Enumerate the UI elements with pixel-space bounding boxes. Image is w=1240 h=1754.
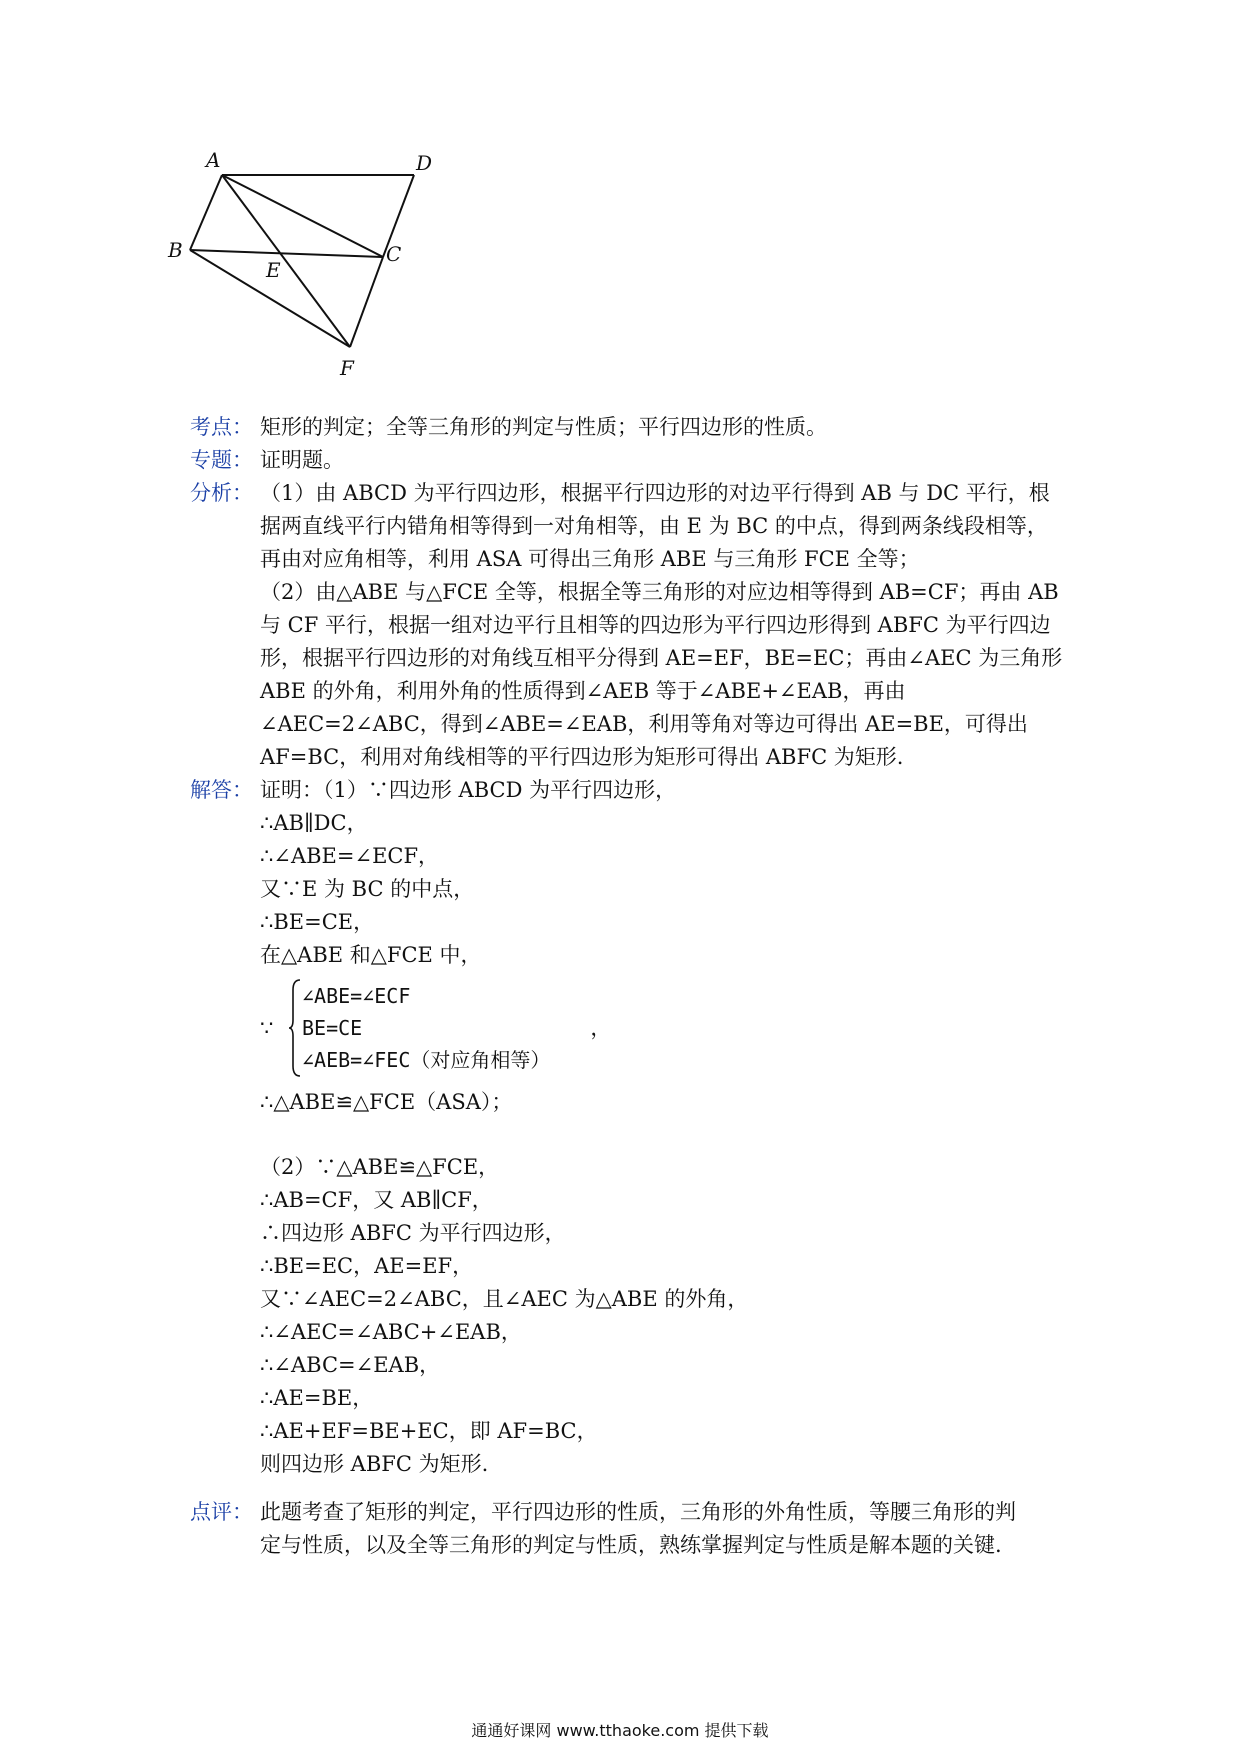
fenxi-line: 形，根据平行四边形的对角线互相平分得到 AE=EF，BE=EC；再由∠AEC 为三角形 xyxy=(260,646,1063,670)
proof-line: 又∵E 为 BC 的中点， xyxy=(260,877,475,901)
blank-gap xyxy=(260,1119,1070,1151)
dianping-line: 此题考查了矩形的判定，平行四边形的性质，三角形的外角性质，等腰三角形的判 xyxy=(260,1500,1016,1524)
segment-AF xyxy=(222,175,350,347)
proof-line: 则四边形 ABFC 为矩形. xyxy=(260,1452,489,1476)
fenxi-tag: 分析： xyxy=(190,481,253,505)
fenxi-line: ABE 的外角，利用外角的性质得到∠AEB 等于∠ABE+∠EAB，再由 xyxy=(260,679,906,703)
segment-AB xyxy=(190,175,222,250)
condition-line: ∠ABE=∠ECF xyxy=(302,984,411,1008)
fenxi-line: （2）由△ABE 与△FCE 全等，根据全等三角形的对应边相等得到 AB=CF；再由 AB xyxy=(260,580,1059,604)
fenxi-line: ∠AEC=2∠ABC，得到∠ABE=∠EAB，利用等角对等边可得出 AE=BE，可得出 xyxy=(260,712,1028,736)
proof-line: ∴AB∥DC， xyxy=(260,811,368,835)
zhuanti-section xyxy=(190,444,1070,477)
dianping-section xyxy=(190,1496,1070,1562)
proof-line: 证明：（1）∵四边形 ABCD 为平行四边形， xyxy=(260,778,677,802)
segment-CF xyxy=(350,257,383,347)
condition-line: ∠AEB=∠FEC（对应角相等） xyxy=(302,1048,551,1072)
fenxi-line: AF=BC，利用对角线相等的平行四边形为矩形可得出 ABFC 为矩形. xyxy=(260,745,904,769)
zhuanti-text: 证明题。 xyxy=(260,448,344,472)
segment-BC xyxy=(190,250,383,257)
proof-line: ∴BE=EC，AE=EF， xyxy=(260,1254,474,1278)
fenxi-line: 再由对应角相等，利用 ASA 可得出三角形 ABE 与三角形 FCE 全等； xyxy=(260,547,920,571)
zhuanti-tag: 专题： xyxy=(190,448,253,472)
proof-line: ∴∠ABE=∠ECF， xyxy=(260,844,440,868)
proof-line: （2）∵△ABE≌△FCE， xyxy=(260,1155,500,1179)
equation-system xyxy=(260,976,1070,1080)
jieda-tag: 解答： xyxy=(190,778,253,802)
proof-line: 又∵∠AEC=2∠ABC，且∠AEC 为△ABE 的外角， xyxy=(260,1287,749,1311)
fenxi-line: 与 CF 平行，根据一组对边平行且相等的四边形为平行四边形得到 ABFC 为平行四边 xyxy=(260,613,1051,637)
kaodian-tag: 考点： xyxy=(190,415,253,439)
proof-line: ∴四边形 ABFC 为平行四边形， xyxy=(260,1221,566,1245)
dianping-tag: 点评： xyxy=(190,1500,253,1524)
proof-line: ∴∠ABC=∠EAB， xyxy=(260,1353,441,1377)
left-brace xyxy=(288,978,302,1078)
proof-line: ∴AE=BE， xyxy=(260,1386,374,1410)
dianping-body xyxy=(260,1496,1070,1562)
fenxi-line: （1）由 ABCD 为平行四边形，根据平行四边形的对边平行得到 AB 与 DC 平行，根 xyxy=(260,481,1050,505)
fenxi-body xyxy=(260,477,1070,774)
brace-conditions xyxy=(302,980,550,1076)
point-label-F: F xyxy=(340,356,354,380)
proof-line: ∴△ABE≌△FCE（ASA）； xyxy=(260,1090,513,1114)
jieda-section xyxy=(190,774,1070,1481)
point-label-A: A xyxy=(206,148,221,172)
point-label-D: D xyxy=(416,151,433,175)
geometry-figure xyxy=(168,148,510,380)
point-label-C: C xyxy=(386,242,402,266)
kaodian-text: 矩形的判定；全等三角形的判定与性质；平行四边形的性质。 xyxy=(260,415,827,439)
point-label-E: E xyxy=(266,258,281,282)
proof-line: 在△ABE 和△FCE 中， xyxy=(260,943,482,967)
because-symbol: ∵ xyxy=(260,1015,274,1040)
proof-line: ∴AB=CF，又 AB∥CF， xyxy=(260,1188,493,1212)
condition-line: BE=CE xyxy=(302,1016,363,1040)
jieda-body xyxy=(260,774,1070,1481)
segment-AC xyxy=(222,175,383,257)
kaodian-section xyxy=(190,411,1070,444)
proof-line: ∴BE=CE， xyxy=(260,910,375,934)
dianping-line: 定与性质，以及全等三角形的判定与性质，熟练掌握判定与性质是解本题的关键. xyxy=(260,1533,1002,1557)
page-footer: 通通好课网 www.tthaoke.com 提供下载 xyxy=(471,1721,769,1740)
point-label-B: B xyxy=(168,238,183,262)
proof-line: ∴∠AEC=∠ABC+∠EAB， xyxy=(260,1320,522,1344)
fenxi-line: 据两直线平行内错角相等得到一对角相等，由 E 为 BC 的中点，得到两条线段相等， xyxy=(260,514,1048,538)
brace-comma: ， xyxy=(590,1015,612,1040)
proof-line: ∴AE+EF=BE+EC，即 AF=BC， xyxy=(260,1419,598,1443)
fenxi-section xyxy=(190,477,1070,774)
